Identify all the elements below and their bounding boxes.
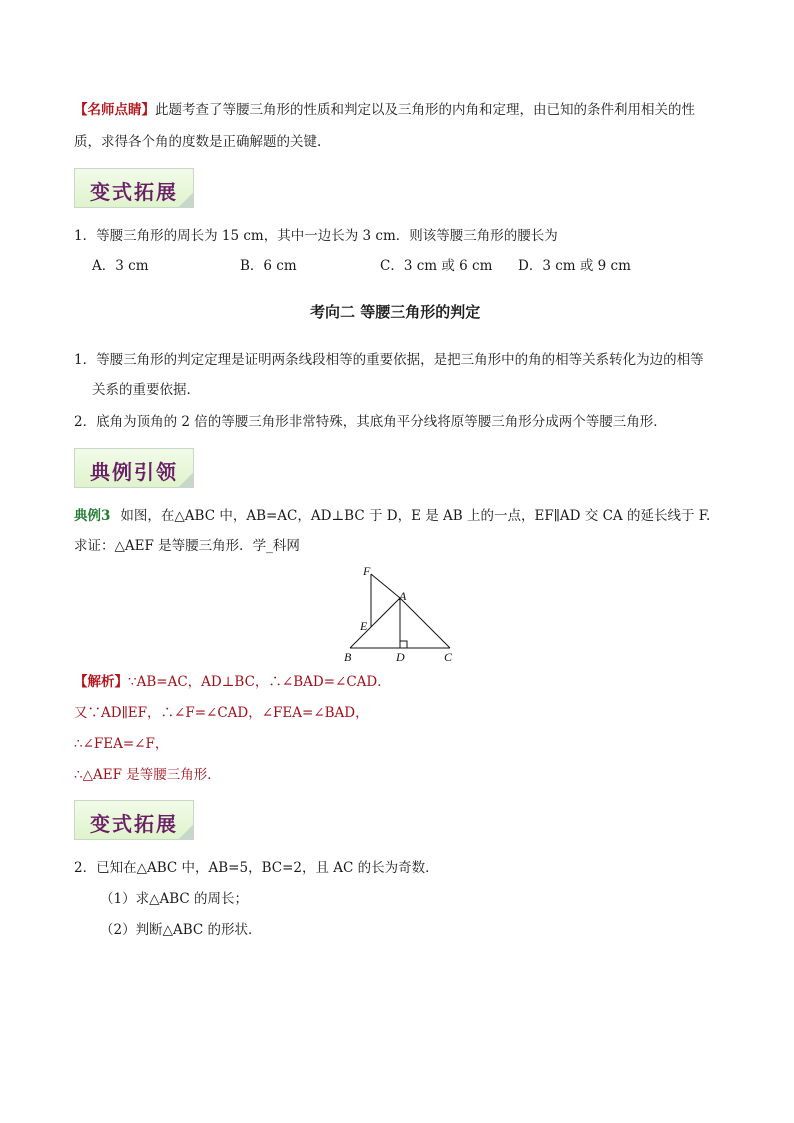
solution-line-2: 又∵AD∥EF，∴∠F=∠CAD，∠FEA=∠BAD， bbox=[74, 705, 369, 721]
label-f: F bbox=[363, 564, 371, 578]
label-b: B bbox=[344, 650, 352, 664]
section-2-title: 考向二 等腰三角形的判定 bbox=[310, 303, 481, 321]
banner-corner-decoration bbox=[178, 472, 194, 488]
example-banner-text: 典例引领 bbox=[90, 460, 178, 484]
question-2-sub-2: （2）判断△ABC 的形状． bbox=[100, 922, 262, 938]
variant-banner-1 bbox=[74, 168, 194, 208]
solution-label: 【解析】 bbox=[74, 674, 128, 690]
variant-banner-1-text: 变式拓展 bbox=[90, 180, 178, 204]
banner-corner-decoration bbox=[178, 824, 194, 840]
solution-line-4: ∴△AEF 是等腰三角形． bbox=[74, 767, 221, 783]
point-1-line-1: 1．等腰三角形的判定定理是证明两条线段相等的重要依据，是把三角形中的角的相等关系转化为边的相等 bbox=[74, 352, 704, 368]
variant-banner-2-text: 变式拓展 bbox=[90, 812, 178, 836]
right-angle-mark bbox=[400, 641, 407, 648]
question-1-option-b: B．6 cm bbox=[240, 258, 297, 274]
segment-ab bbox=[350, 598, 400, 648]
example-text-1: 如图，在△ABC 中，AB=AC，AD⊥BC 于 D，E 是 AB 上的一点，EF∥AD 交 CA 的延长线于 F. bbox=[120, 508, 711, 524]
question-1-option-d: D．3 cm 或 9 cm bbox=[518, 258, 631, 274]
example-banner bbox=[74, 448, 194, 488]
point-1-line-2: 关系的重要依据． bbox=[92, 382, 200, 398]
label-d: D bbox=[396, 650, 405, 664]
question-1-option-c: C．3 cm 或 6 cm bbox=[380, 258, 493, 274]
tip-label: 【名师点睛】 bbox=[74, 102, 155, 118]
question-1-option-a: A．3 cm bbox=[92, 258, 149, 274]
label-a: A bbox=[399, 589, 407, 603]
example-line-1 bbox=[74, 506, 710, 526]
example-line-2: 求证：△AEF 是等腰三角形．学_科网 bbox=[74, 538, 300, 554]
tip-line-1 bbox=[74, 100, 695, 120]
question-1-stem: 1．等腰三角形的周长为 15 cm，其中一边长为 3 cm．则该等腰三角形的腰长为 bbox=[74, 228, 558, 244]
triangle-figure bbox=[340, 562, 460, 666]
label-e: E bbox=[360, 619, 368, 633]
question-2-stem: 2．已知在△ABC 中，AB=5，BC=2，且 AC 的长为奇数． bbox=[74, 860, 439, 876]
variant-banner-2 bbox=[74, 800, 194, 840]
label-c: C bbox=[444, 650, 453, 664]
segment-fa bbox=[371, 574, 400, 598]
solution-line-1 bbox=[74, 672, 391, 692]
tip-line-2: 质，求得各个角的度数是正确解题的关键. bbox=[74, 134, 322, 150]
question-2-sub-1: （1）求△ABC 的周长； bbox=[100, 891, 249, 907]
point-2: 2．底角为顶角的 2 倍的等腰三角形非常特殊，其底角平分线将原等腰三角形分成两个等腰三角形． bbox=[74, 414, 667, 430]
banner-corner-decoration bbox=[178, 192, 194, 208]
example-label: 典例3 bbox=[74, 508, 111, 524]
solution-text-1: ∵AB=AC，AD⊥BC，∴∠BAD=∠CAD． bbox=[128, 674, 391, 690]
solution-line-3: ∴∠FEA=∠F， bbox=[74, 736, 169, 752]
tip-text-1: 此题考查了等腰三角形的性质和判定以及三角形的内角和定理，由已知的条件利用相关的性 bbox=[155, 102, 695, 118]
